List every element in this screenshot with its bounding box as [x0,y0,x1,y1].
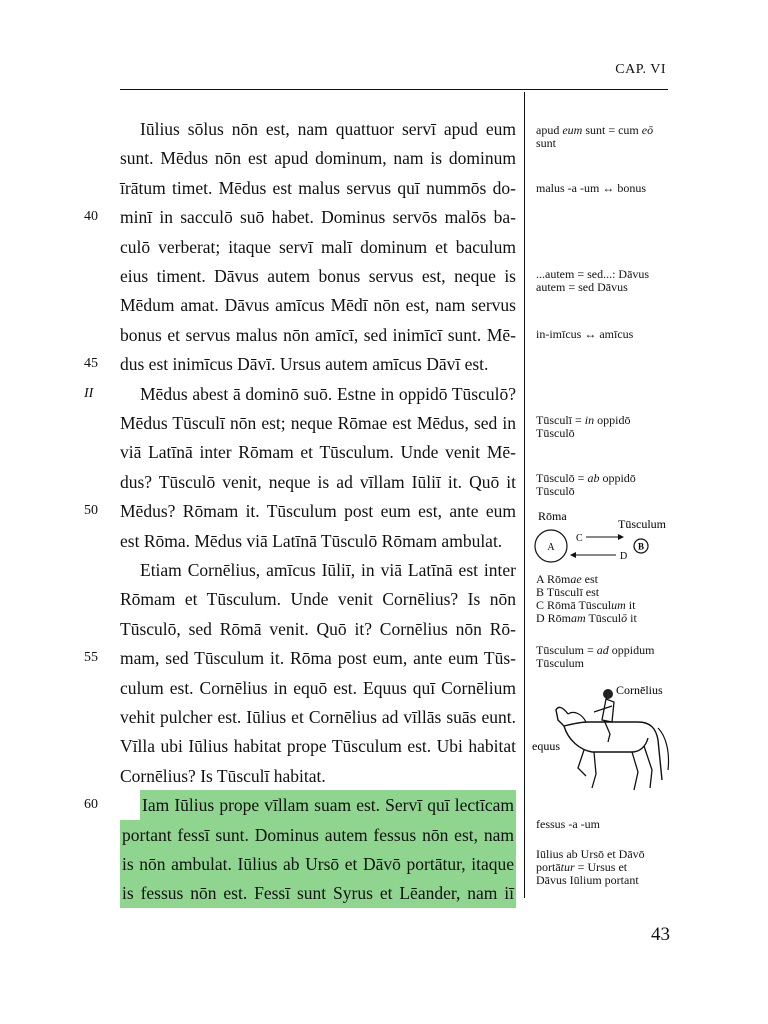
horse-mane [568,712,586,722]
text-line [120,614,516,644]
text-line [120,290,516,320]
line-text: Iūlius sōlus nōn est, nam quattuor servī apud eum [140,119,516,139]
line-number: 55 [84,650,98,666]
line-text: culō verberat; itaque servī malī dominum et baculum [120,236,516,257]
line-text: Vīlla ubi Iūlius habitat prope Tūsculum est. Ubi habitat [120,736,516,757]
line-number: 50 [84,503,98,519]
roma-label: Rōma [538,509,567,523]
text-line [120,202,516,232]
roma-tusculum-diagram [530,508,680,570]
margin-note-tusculum: Tūsculum = ad oppidum Tūsculum [536,643,655,670]
horse-front-leg-2 [592,752,596,788]
text-line [120,143,516,173]
text-line [120,849,516,879]
tusculum-label: Tūsculum [618,517,666,531]
rider-body [602,699,614,722]
page-number: 43 [651,924,670,945]
rider-arm [594,706,612,712]
line-text: mam, sed Tūsculum it. Rōma post eum, ante eum Tūs- [120,648,516,669]
rider-head [603,689,613,699]
text-line [120,584,516,614]
margin-note-autem: ...autem = sed...: Dāvus autem = sed Dāvus [536,267,650,294]
cornelius-label: Cornēlius [616,683,663,697]
line-text: dus? Tūsculō venit, neque is ad vīllam Iūliī it. Quō it [120,471,516,492]
line-text: bonus et servus malus nōn amīcī, sed inimīcī sunt. Mē- [120,324,516,345]
line-text: Rōmam et Tūsculum. Unde venit Cornēlius? Is nōn [120,589,516,610]
text-line [120,702,516,732]
text-line [120,643,516,673]
text-line [120,731,516,761]
text-line [120,320,516,350]
highlighted-text: is fessus nōn est. Fessī sunt Syrus et Lēander, nam iī [120,878,516,908]
margin-note-inimicus: in-imīcus ↔ amīcus [536,327,634,341]
text-line [120,820,516,850]
line-text: īrātum timet. Mēdus est malus servus quī nummōs do- [120,177,516,198]
text-line [120,673,516,703]
text-line [120,761,516,791]
margin-note-malus: malus -a -um ↔ bonus [536,181,646,195]
line-text: Mēdus abest ā dominō suō. Estne in oppidō Tūsculō? [140,383,516,404]
text-line [120,467,516,497]
line-text: culum est. Cornēlius in equō est. Equus quī Cornēlium [120,677,516,698]
equus-label: equus [532,739,560,753]
line-text: Tūsculō, sed Rōmā venit. Quō it? Cornēlius nōn Rō- [120,618,516,639]
line-text: Mēdus? Rōmam it. Tūsculum post eum est, ante eum [120,501,516,522]
arrow-c-label: C [576,533,583,544]
line-text: dus est inimīcus Dāvī. Ursus autem amīcus Dāvī est. [120,354,489,375]
text-line [120,496,516,526]
text-line [120,878,516,908]
line-text: eius timent. Dāvus autem bonus servus est, neque is [120,266,516,286]
text-line [120,379,516,409]
text-line [120,437,516,467]
margin-note-tusculi: Tūsculī = in oppidō Tūsculō [536,413,631,440]
rider-leg [604,720,610,742]
margin-note-abcd: A Rōmae est B Tūsculī est C Rōmā Tūsculum it D Rōmam Tūsculō it [536,572,637,625]
horse-hind-leg-1 [632,752,638,790]
horse-hind-leg-2 [644,746,652,788]
margin-note-tusculo: Tūsculō = ab oppidō Tūsculō [536,471,636,498]
line-text: sunt. Mēdus nōn est apud dominum, nam is dominum [120,148,516,169]
horse-rider-illustration [528,680,678,798]
margin-note-apud-eum: apud eum sunt = cum eō sunt [536,123,654,150]
chapter-heading: CAP. VI [615,62,666,77]
arrow-d-head [570,552,576,558]
highlighted-text: is nōn ambulat. Iūlius ab Ursō et Dāvō portātur, itaque [120,849,516,879]
text-line [120,173,516,203]
line-number: II [84,385,94,401]
arrow-d-label: D [620,551,628,562]
text-line [120,349,516,379]
line-text: viā Latīnā inter Rōmam et Tūsculum. Unde venit Mē- [120,442,516,463]
line-text: vehit pulcher est. Iūlius et Cornēlius ad vīllās suās eunt. [120,707,516,727]
line-text: Mēdus Tūsculī nōn est; neque Rōmae est Mēdus, sed in [120,413,516,433]
circle-a-label: A [547,542,555,553]
line-text: minī in sacculō suō habet. Dominus servōs malōs ba- [120,207,516,228]
line-text: Mēdum amat. Dāvus amīcus Mēdī nōn est, nam servus [120,295,516,316]
line-text: Cornēlius? Is Tūsculī habitat. [120,765,326,786]
line-number: 40 [84,209,98,225]
horse-front-leg-1 [578,750,586,776]
line-number: 45 [84,356,98,372]
text-line [120,555,516,585]
line-text: est Rōma. Mēdus viā Latīnā Tūsculō Rōmam ambulat. [120,530,503,551]
highlighted-text: Iam Iūlius prope vīllam suam est. Servī quī lectīcam [140,790,516,820]
circle-b-label: B [637,541,645,552]
text-line [120,232,516,262]
line-number: 60 [84,797,98,813]
text-line [120,790,516,820]
text-line [120,526,516,556]
text-line [120,261,516,291]
text-line [120,408,516,438]
highlighted-text: portant fessī sunt. Dominus autem fessus nōn est, nam [120,820,516,850]
margin-note-fessus: fessus -a -um [536,817,600,831]
text-line [120,114,516,144]
margin-note-portatur: Iūlius ab Ursō et Dāvō portātur = Ursus et Dāvus Iūlium portant [536,847,645,887]
arrow-c-head [618,534,624,540]
margin-divider [524,92,525,898]
top-rule [120,89,668,90]
line-text: Etiam Cornēlius, amīcus Iūliī, in viā Latīnā est inter [140,560,516,580]
horse-belly [564,726,648,752]
